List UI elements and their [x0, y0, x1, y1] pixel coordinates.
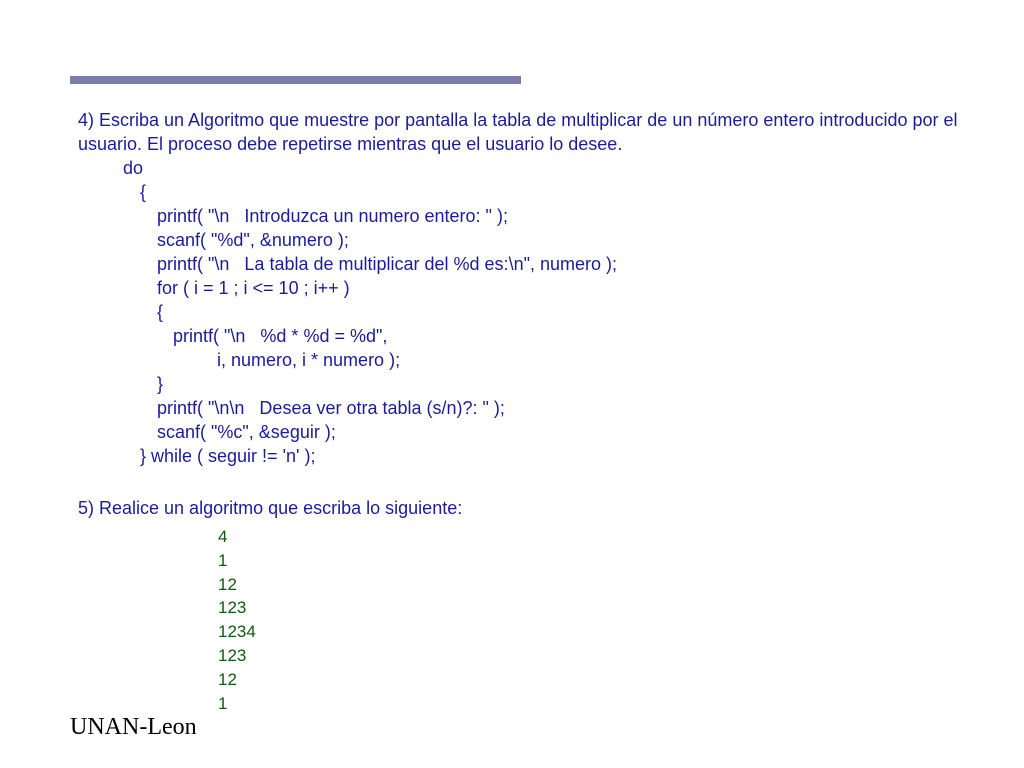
- code-line: for ( i = 1 ; i <= 10 ; i++ ): [157, 278, 350, 298]
- code-line: printf( "\n Introduzca un numero entero: " );: [157, 206, 508, 226]
- footer-institution-label: UNAN-Leon: [70, 714, 197, 740]
- pattern-line: 1: [218, 693, 228, 713]
- code-line: printf( "\n\n Desea ver otra tabla (s/n)?: " );: [157, 398, 505, 418]
- code-line: i, numero, i * numero );: [217, 350, 401, 370]
- pattern-line: 123: [218, 598, 247, 618]
- code-line: {: [140, 182, 147, 202]
- exercise-5-prompt: 5) Realice un algoritmo que escriba lo siguiente:: [78, 498, 463, 518]
- code-line: {: [157, 302, 164, 322]
- code-line: } while ( seguir != 'n' );: [140, 446, 316, 466]
- pattern-line: 12: [218, 669, 237, 689]
- code-line: do: [123, 158, 144, 178]
- exercise-4-prompt: 4) Escriba un Algoritmo que muestre por pantalla la tabla de multiplicar de un número entero introducido por el usuario. El proceso debe repetirse mientras que el usuario lo desee.: [78, 110, 958, 154]
- code-line: printf( "\n La tabla de multiplicar del %d es:\n", numero );: [157, 254, 617, 274]
- pattern-line: 1234: [218, 622, 256, 642]
- pattern-line: 1: [218, 550, 228, 570]
- pattern-line: 123: [218, 645, 247, 665]
- exercise-4-code-block: [78, 156, 1008, 468]
- title-accent-bar: [70, 76, 521, 84]
- pattern-line: 4: [218, 527, 228, 546]
- exercise-5-number-pattern: [218, 525, 256, 715]
- pattern-line: 12: [218, 574, 237, 594]
- code-line: printf( "\n %d * %d = %d",: [173, 326, 388, 346]
- code-line: scanf( "%d", &numero );: [157, 230, 349, 250]
- code-line: }: [157, 374, 164, 394]
- code-line: scanf( "%c", &seguir );: [157, 422, 336, 442]
